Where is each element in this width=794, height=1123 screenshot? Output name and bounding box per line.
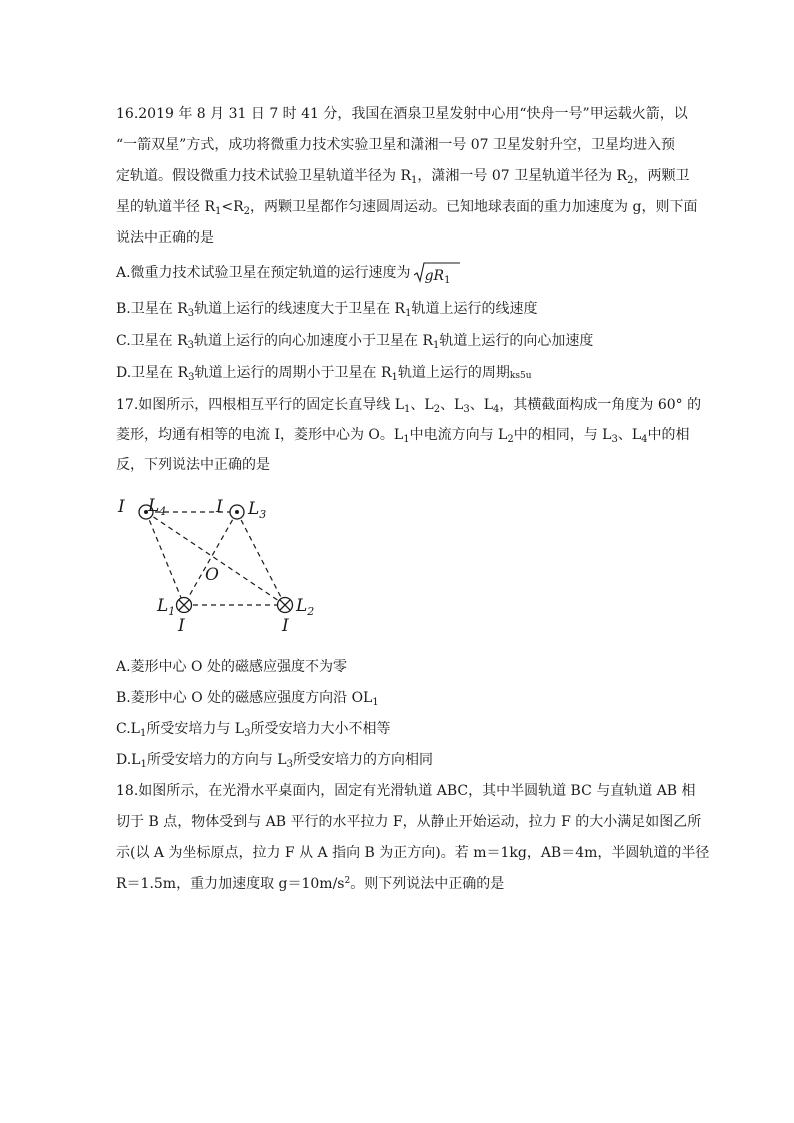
q16-line-4: 星的轨道半径 $R_1<R_2$，两颗卫星都作匀速圆周运动。已知地球表面的重力加速度为 g，则下面 (116, 199, 698, 217)
q16-option-c: C.卫星在 $R_3$轨道上运行的向心加速度小于卫星在 $R_1$轨道上运行的向心加速度 (116, 333, 594, 351)
wire-l3-dot-icon (230, 505, 244, 519)
label-current-l4: I (118, 497, 125, 517)
q18-line-4: R＝1.5m，重力加速度取 $g=10m/s^2$。则下列说法中正确的是 (116, 876, 505, 892)
q17-line-3: 反，下列说法中正确的是 (116, 457, 270, 473)
q16-option-b: B.卫星在 $R_3$轨道上运行的线速度大于卫星在 $R_1$轨道上运行的线速度 (116, 301, 538, 319)
label-l1: $L_1$ (157, 596, 176, 618)
edge-l3-l2 (237, 512, 285, 605)
wire-l2-cross-icon (278, 598, 293, 613)
label-current-l1: I (178, 616, 185, 636)
q16-line-1: 16.2019 年 8 月 31 日 7 时 41 分，我国在酒泉卫星发射中心用“快舟一号”甲运载火箭，以 (116, 106, 688, 122)
q16-line-2: “一箭双星”方式，成功将微重力技术实验卫星和潇湘一号 07 卫星发射升空，卫星均进入预 (116, 137, 676, 153)
edge-l4-l1 (146, 512, 184, 605)
wire-l1-cross-icon (177, 598, 192, 613)
q16-option-a: A.微重力技术试验卫星在预定轨道的运行速度为 $gR_1$ (116, 262, 460, 284)
diagonal-l3-l1 (184, 512, 237, 605)
label-current-l3: I (216, 497, 223, 517)
q16-line-5: 说法中正确的是 (116, 230, 214, 246)
q17-option-a: A.菱形中心 O 处的磁感应强度不为零 (116, 659, 347, 675)
sqrt-expression: $gR_1$ (414, 262, 460, 284)
rhombus-wires-diagram (112, 490, 332, 638)
q17-option-d: $D.L_1$所受安培力的方向与 $L_3$所受安培力的方向相同 (116, 752, 433, 770)
label-l2: $L_2$ (296, 596, 315, 618)
label-l3: $L_3$ (248, 499, 267, 521)
q17-option-b: B.菱形中心 O 处的磁感应强度方向沿 $OL_1$ (116, 690, 379, 708)
q16-option-d: D.卫星在 $R_3$轨道上运行的周期小于卫星在 $R_1$轨道上运行的周期ks5u (116, 365, 532, 383)
label-current-l2: I (282, 616, 289, 636)
label-center-o: O (205, 565, 219, 585)
q17-line-2: 菱形，均通有相等的电流 I，菱形中心为 O。$L_1$中电流方向与 $L_2$中的相同，与 $L_3$、$L_4$中的相 (116, 427, 690, 445)
q18-line-1: 18.如图所示，在光滑水平桌面内，固定有光滑轨道 ABC，其中半圆轨道 BC 与直轨道 AB 相 (116, 783, 696, 799)
label-l4: $L_4$ (148, 496, 167, 518)
rhombus-edges (146, 512, 285, 605)
q17-option-c: $C.L_1$所受安培力与 $L_3$所受安培力大小不相等 (116, 721, 391, 739)
q18-line-3: 示(以 A 为坐标原点，拉力 F 从 A 指向 B 为正方向)。若 m＝1kg，AB＝4m，半圆轨道的半径 (116, 845, 710, 861)
diagonal-l4-l2 (146, 512, 285, 605)
q17-line-1: 17.如图所示，四根相互平行的固定长直导线 $L_1$、$L_2$、$L_3$、$L_4$，其横截面构成一角度为 60° 的 (116, 397, 702, 415)
q16-line-3: 定轨道。假设微重力技术试验卫星轨道半径为 $R_1$，潇湘一号 07 卫星轨道半径为 $R_2$，两颗卫 (116, 168, 690, 186)
q18-line-2: 切于 B 点，物体受到与 AB 平行的水平拉力 F，从静止开始运动，拉力 F 的大小满足如图乙所 (116, 814, 702, 830)
